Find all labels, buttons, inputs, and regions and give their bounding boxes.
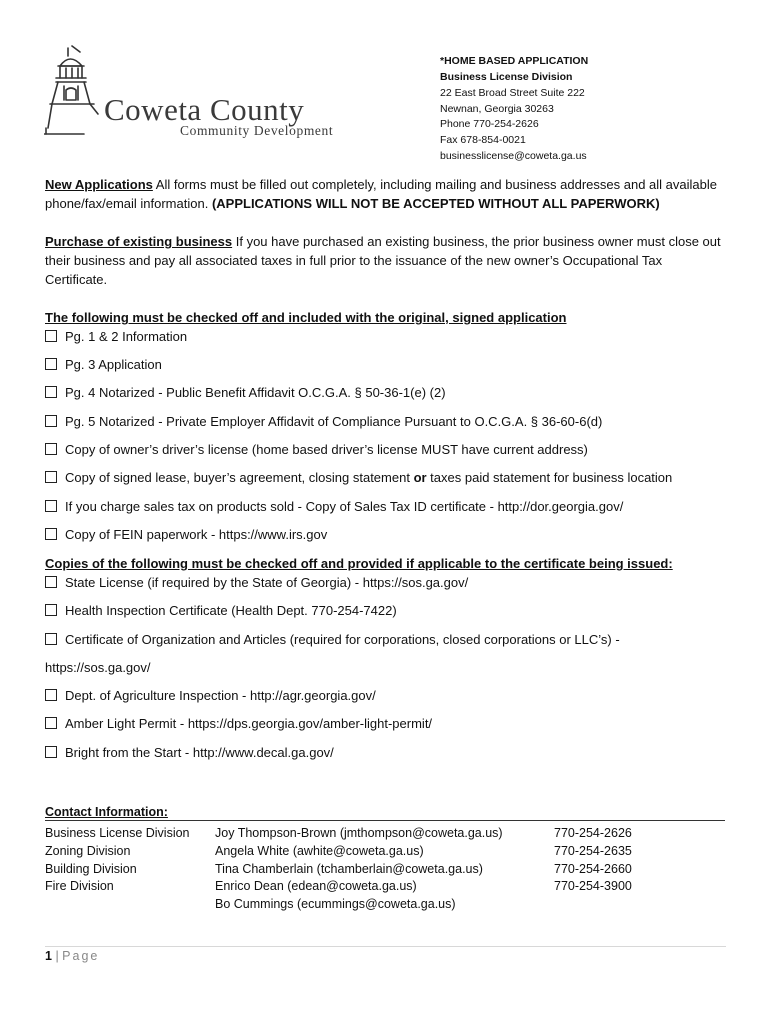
footer-divider: [45, 946, 726, 947]
new-applications-paragraph: New Applications All forms must be filled out completely, including mailing and business addresses and all available phone/fax/email information. (APPLICATIONS WILL NOT BE ACCEPTED WITHOUT ALL PAPERWORK): [45, 177, 717, 211]
checklist-item: If you charge sales tax on products sold - Copy of Sales Tax ID certificate - http://dor.georgia.gov/: [45, 499, 623, 515]
optional-item: State License (if required by the State of Georgia) - https://sos.ga.gov/: [45, 575, 468, 591]
contact-phone: 770-254-3900: [554, 879, 632, 893]
checkbox-icon[interactable]: [45, 604, 57, 616]
contact-person: Angela White (awhite@coweta.ga.us): [215, 844, 424, 858]
checkbox-icon[interactable]: [45, 415, 57, 427]
checklist-item: Copy of owner’s driver’s license (home based driver’s license MUST have current address): [45, 442, 588, 458]
checklist-item: Pg. 5 Notarized - Private Employer Affidavit of Compliance Pursuant to O.C.G.A. § 36-60-6(d): [45, 414, 602, 430]
checkbox-icon[interactable]: [45, 717, 57, 729]
page-footer: 1 | Page: [45, 949, 100, 963]
contact-heading: Contact Information:: [45, 805, 168, 819]
checkbox-icon[interactable]: [45, 443, 57, 455]
purchase-heading: Purchase of existing business: [45, 234, 233, 249]
checkbox-icon[interactable]: [45, 528, 57, 540]
optional-item: Health Inspection Certificate (Health Dept. 770-254-7422): [45, 603, 397, 619]
checkbox-icon[interactable]: [45, 689, 57, 701]
contact-person: Bo Cummings (ecummings@coweta.ga.us): [215, 897, 456, 911]
checklist-item: Pg. 4 Notarized - Public Benefit Affidavit O.C.G.A. § 50-36-1(e) (2): [45, 385, 446, 401]
header-address1: 22 East Broad Street Suite 222: [440, 87, 585, 99]
new-applications-heading: New Applications: [45, 177, 153, 192]
contact-division: Fire Division: [45, 879, 114, 893]
checkbox-icon[interactable]: [45, 330, 57, 342]
contact-phone: 770-254-2660: [554, 862, 632, 876]
contact-phone: 770-254-2626: [554, 826, 632, 840]
required-checklist-heading: The following must be checked off and included with the original, signed application: [45, 310, 567, 325]
header-division: Business License Division: [440, 71, 573, 83]
checkbox-icon[interactable]: [45, 633, 57, 645]
checkbox-icon[interactable]: [45, 576, 57, 588]
contact-phone: 770-254-2635: [554, 844, 632, 858]
header-fax: Fax 678-854-0021: [440, 134, 526, 146]
header-email: businesslicense@coweta.ga.us: [440, 150, 587, 162]
logo-subtitle: Community Development: [180, 123, 334, 138]
contact-divider: [45, 820, 725, 821]
checklist-item: Copy of signed lease, buyer’s agreement, closing statement or taxes paid statement for business location: [45, 470, 672, 486]
header-app-type: *HOME BASED APPLICATION: [440, 55, 589, 67]
optional-item: Amber Light Permit - https://dps.georgia.gov/amber-light-permit/: [45, 716, 432, 732]
paperwork-warning: (APPLICATIONS WILL NOT BE ACCEPTED WITHOUT ALL PAPERWORK): [211, 195, 660, 211]
optional-item: Certificate of Organization and Articles (required for corporations, closed corporations or LLC’s) -: [45, 632, 620, 648]
checkbox-icon[interactable]: [45, 746, 57, 758]
contact-person: Tina Chamberlain (tchamberlain@coweta.ga.us): [215, 862, 483, 876]
optional-checklist-heading: Copies of the following must be checked off and provided if applicable to the certificate being issued:: [45, 556, 673, 571]
page-word: Page: [62, 949, 100, 963]
logo-title: Coweta County: [104, 92, 305, 127]
checkbox-icon[interactable]: [45, 358, 57, 370]
contact-person: Enrico Dean (edean@coweta.ga.us): [215, 879, 417, 893]
page-number: 1: [45, 949, 52, 963]
contact-person: Joy Thompson-Brown (jmthompson@coweta.ga.us): [215, 826, 503, 840]
contact-division: Building Division: [45, 862, 137, 876]
checklist-item: Copy of FEIN paperwork - https://www.irs.gov: [45, 527, 327, 543]
optional-item: Dept. of Agriculture Inspection - http://agr.georgia.gov/: [45, 688, 376, 704]
contact-division: Business License Division: [45, 826, 190, 840]
checklist-item: Pg. 3 Application: [45, 357, 162, 373]
checklist-item: Pg. 1 & 2 Information: [45, 329, 187, 345]
optional-item: Bright from the Start - http://www.decal.ga.gov/: [45, 745, 334, 761]
checkbox-icon[interactable]: [45, 471, 57, 483]
checkbox-icon[interactable]: [45, 500, 57, 512]
purchase-paragraph: Purchase of existing business If you have purchased an existing business, the prior business owner must close out their business and pay all associated taxes in full prior to the issuance of the new owner’s Occupational Tax Certificate.: [45, 234, 721, 287]
contact-division: Zoning Division: [45, 844, 131, 858]
header-phone: Phone 770-254-2626: [440, 118, 539, 130]
optional-item-continued: https://sos.ga.gov/: [45, 660, 151, 675]
header-address2: Newnan, Georgia 30263: [440, 103, 554, 115]
checkbox-icon[interactable]: [45, 386, 57, 398]
